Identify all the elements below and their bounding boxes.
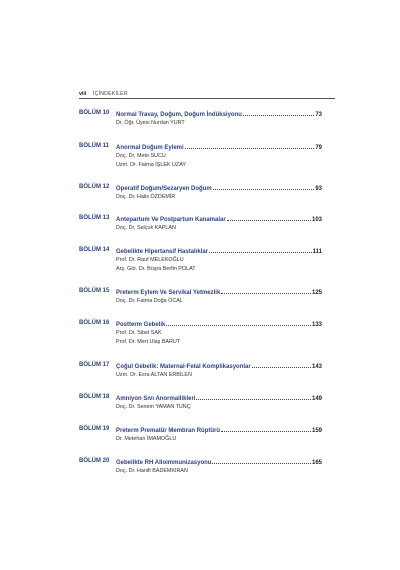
chapter-author: Uzm. Dr. Esra ALTAN ERBİLEN xyxy=(116,372,192,378)
chapter-label: BÖLÜM 17 xyxy=(79,362,110,368)
chapter-title-line xyxy=(116,458,322,466)
toc-entry-chapter-12[interactable] xyxy=(79,184,322,210)
chapter-title: Operatif Doğum/Sezaryen Doğum xyxy=(116,186,212,192)
dot-leader xyxy=(185,143,315,149)
dot-leader xyxy=(209,247,312,253)
chapter-page-number: 73 xyxy=(315,112,322,118)
header-title: İÇİNDEKİLER xyxy=(93,91,128,97)
chapter-label: BÖLÜM 12 xyxy=(79,184,110,190)
chapter-title: Normal Travay, Doğum, Doğum İndüksiyonu xyxy=(116,112,242,118)
header-divider xyxy=(79,98,335,99)
chapter-author: Uzm. Dr. Fatma İŞLEK UZAY xyxy=(116,162,186,168)
chapter-page-number: 165 xyxy=(311,460,322,466)
chapter-title-line xyxy=(116,184,322,192)
chapter-title-line xyxy=(116,362,322,370)
dot-leader xyxy=(252,362,311,368)
chapter-page-number: 103 xyxy=(311,217,322,223)
dot-leader xyxy=(212,458,311,464)
chapter-page-number: 159 xyxy=(311,428,322,434)
toc-entry-chapter-15[interactable] xyxy=(79,288,322,314)
toc-entry-chapter-18[interactable] xyxy=(79,394,322,420)
dot-leader xyxy=(221,426,311,432)
chapter-label: BÖLÜM 20 xyxy=(79,458,110,464)
chapter-title: Antepartum Ve Postpartum Kanamalar xyxy=(116,217,226,223)
chapter-page-number: 149 xyxy=(311,396,322,402)
chapter-label: BÖLÜM 19 xyxy=(79,426,110,432)
dot-leader xyxy=(227,215,311,221)
chapter-page-number: 143 xyxy=(311,364,322,370)
chapter-title-line xyxy=(116,426,322,434)
chapter-author: Doç. Dr. Halis ÖZDEMİR xyxy=(116,194,176,200)
chapter-page-number: 133 xyxy=(311,322,322,328)
chapter-title-line xyxy=(116,110,322,118)
chapter-author: Dr. Metehan İMAMOĞLU xyxy=(116,436,177,442)
chapter-author: Dr. Öğr. Üyesi Nurdan YURT xyxy=(116,120,185,126)
chapter-page-number: 111 xyxy=(312,249,322,255)
running-header xyxy=(79,91,334,101)
chapter-page-number: 125 xyxy=(311,290,322,296)
chapter-title-line xyxy=(116,215,322,223)
chapter-author: Doç. Dr. Senem YAMAN TUNÇ xyxy=(116,404,191,410)
chapter-label: BÖLÜM 16 xyxy=(79,320,110,326)
dot-leader xyxy=(243,110,314,116)
chapter-title: Gebelikte Hipertansif Hastalıklar xyxy=(116,249,209,255)
toc-entry-chapter-14[interactable] xyxy=(79,247,322,273)
chapter-label: BÖLÜM 18 xyxy=(79,394,110,400)
chapter-author: Doç. Dr. Selçuk KAPLAN xyxy=(116,225,176,231)
chapter-author: Prof. Dr. Rauf MELEKOĞLU xyxy=(116,257,184,263)
chapter-label: BÖLÜM 15 xyxy=(79,288,110,294)
chapter-title-line xyxy=(116,288,322,296)
chapter-title: Anormal Doğum Eylemi xyxy=(116,145,184,151)
chapter-label: BÖLÜM 13 xyxy=(79,215,110,221)
chapter-title-line xyxy=(116,394,322,402)
chapter-label: BÖLÜM 10 xyxy=(79,110,110,116)
chapter-title-line xyxy=(116,247,322,255)
chapter-author: Arş. Gör. Dr. Büşra Berfin POLAT xyxy=(116,266,196,272)
chapter-author: Doç. Dr. Mete SUCU xyxy=(116,153,166,159)
chapter-title: Gebelikte RH Alloimmunizasyonu xyxy=(116,460,212,466)
chapter-title-line xyxy=(116,320,322,328)
chapter-title: Preterm Eylem Ve Servikal Yetmezlik xyxy=(116,290,221,296)
toc-entry-chapter-20[interactable] xyxy=(79,458,322,484)
chapter-title: Amniyon Sıvı Anormallikleri xyxy=(116,396,196,402)
toc-entry-chapter-10[interactable] xyxy=(79,110,322,136)
dot-leader xyxy=(196,394,311,400)
chapter-label: BÖLÜM 11 xyxy=(79,143,110,149)
chapter-title: Çoğul Gebelik: Maternal-Fetal Komplikasyonlar xyxy=(116,364,251,370)
toc-entry-chapter-13[interactable] xyxy=(79,215,322,241)
dot-leader xyxy=(166,320,311,326)
toc-entry-chapter-19[interactable] xyxy=(79,426,322,452)
chapter-author: Doç. Dr. Fatma Doğa ÖCAL xyxy=(116,298,183,304)
chapter-title-line xyxy=(116,143,322,151)
chapter-title: Preterm Prematür Membran Rüptürü xyxy=(116,428,221,434)
toc-entry-chapter-11[interactable] xyxy=(79,143,322,169)
chapter-author: Prof. Dr. Mert Ulaş BARUT xyxy=(116,339,181,345)
dot-leader xyxy=(213,184,315,190)
toc-entry-chapter-17[interactable] xyxy=(79,362,322,388)
chapter-page-number: 79 xyxy=(315,145,322,151)
chapter-page-number: 93 xyxy=(315,186,322,192)
dot-leader xyxy=(221,288,311,294)
toc-entry-chapter-16[interactable] xyxy=(79,320,322,346)
chapter-author: Doç. Dr. Hanifi BADEMKIRAN xyxy=(116,468,188,474)
chapter-label: BÖLÜM 14 xyxy=(79,247,110,253)
header-page-number: viii xyxy=(79,91,87,97)
chapter-title: Postterm Gebelik xyxy=(116,322,166,328)
chapter-author: Prof. Dr. Sibel SAK xyxy=(116,330,162,336)
